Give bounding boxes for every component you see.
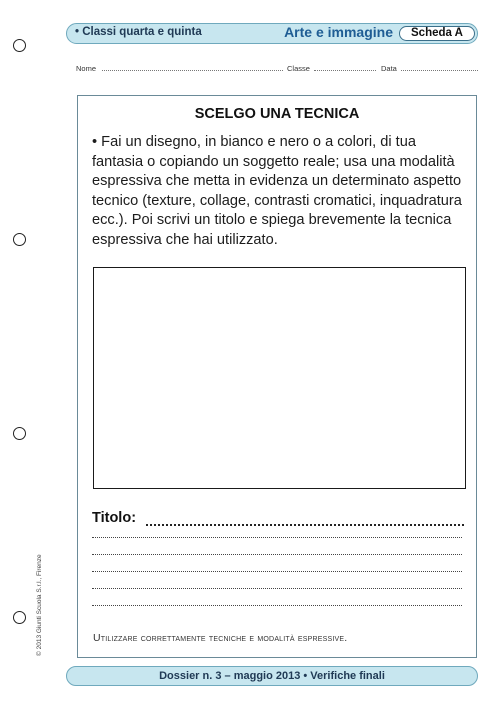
binder-hole — [13, 39, 26, 52]
student-info-row — [76, 62, 478, 76]
date-label: Data — [381, 64, 397, 73]
class-label: Classe — [287, 64, 310, 73]
date-field[interactable] — [401, 70, 478, 71]
footer-bar: Dossier n. 3 – maggio 2013 • Verifiche finali — [66, 666, 478, 686]
class-level: • Classi quarta e quinta — [75, 26, 202, 38]
exercise-frame — [77, 95, 477, 658]
binder-hole — [13, 427, 26, 440]
answer-line[interactable] — [92, 588, 462, 589]
binder-hole — [13, 233, 26, 246]
sheet-badge: Scheda A — [399, 26, 475, 41]
title-line — [92, 510, 464, 530]
title-field[interactable] — [146, 524, 464, 526]
title-label: Titolo: — [92, 510, 137, 526]
assessment-criterion: Utilizzare correttamente tecniche e modalità espressive. — [93, 632, 348, 644]
subject-title: Arte e immagine — [284, 24, 393, 40]
class-field[interactable] — [314, 70, 376, 71]
answer-line[interactable] — [92, 554, 462, 555]
drawing-area[interactable] — [93, 267, 466, 489]
exercise-instructions: • Fai un disegno, in bianco e nero o a colori, di tua fantasia o copiando un soggetto reale; usa una modalità espressiva che metta in evidenza un determinato aspetto tecnico (texture, collage, contrasti cromatici, inquadratura ecc.). Poi scrivi un titolo e spiega brevemente la tecnica espressiva che hai utilizzato. — [92, 134, 462, 248]
name-field[interactable] — [102, 70, 283, 71]
binder-hole — [13, 611, 26, 624]
copyright-notice: © 2013 Giunti Scuola S.r.l., Firenze — [36, 554, 43, 656]
answer-line[interactable] — [92, 571, 462, 572]
answer-line[interactable] — [92, 537, 462, 538]
name-label: Nome — [76, 64, 97, 73]
header-bar — [66, 23, 478, 44]
answer-line[interactable] — [92, 605, 462, 606]
exercise-title: SCELGO UNA TECNICA — [194, 106, 360, 122]
